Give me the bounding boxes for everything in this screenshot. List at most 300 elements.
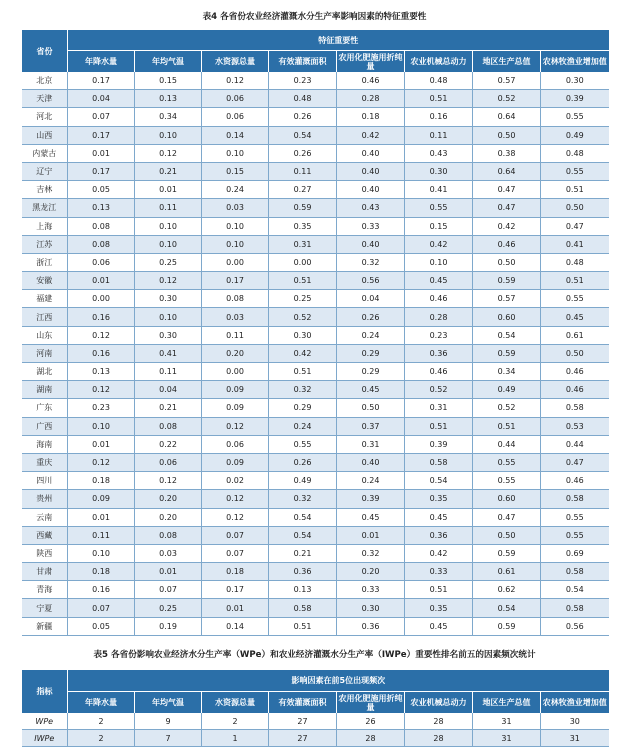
table-row xyxy=(22,563,609,581)
table-cell: 0.59 xyxy=(269,199,337,217)
table-cell: 0.46 xyxy=(405,290,473,308)
table-cell: 0.32 xyxy=(269,381,337,399)
table-cell: 28 xyxy=(337,730,405,747)
table-cell: 0.30 xyxy=(135,326,202,344)
table-cell: 0.18 xyxy=(68,472,135,490)
table-cell: 0.48 xyxy=(269,90,337,108)
table-row xyxy=(22,126,609,144)
table-cell: 0.42 xyxy=(405,544,473,562)
table-cell: 0.00 xyxy=(202,253,269,271)
table-cell: 0.46 xyxy=(405,363,473,381)
group-header: 影响因素在前5位出现频次 xyxy=(68,670,609,692)
table-row xyxy=(22,272,609,290)
table-cell: 0.42 xyxy=(269,344,337,362)
table-row xyxy=(22,308,609,326)
table-row xyxy=(22,713,609,730)
table-cell: 2 xyxy=(202,713,269,730)
table-cell: 0.45 xyxy=(337,381,405,399)
table-cell: 0.35 xyxy=(405,490,473,508)
table-cell: 0.04 xyxy=(337,290,405,308)
table-cell: 0.29 xyxy=(337,344,405,362)
table-cell: 2 xyxy=(68,730,135,747)
table-cell: 0.08 xyxy=(135,526,202,544)
row-label: 广东 xyxy=(22,399,68,417)
table-cell: 0.18 xyxy=(202,563,269,581)
table-row xyxy=(22,108,609,126)
table-cell: 0.51 xyxy=(405,581,473,599)
table-cell: 0.47 xyxy=(473,181,541,199)
table-cell: 0.44 xyxy=(541,435,609,453)
table-cell: 0.33 xyxy=(337,217,405,235)
table-cell: 0.35 xyxy=(405,599,473,617)
table-cell: 0.16 xyxy=(68,581,135,599)
table-row xyxy=(22,199,609,217)
table-cell: 0.36 xyxy=(405,526,473,544)
row-label: 天津 xyxy=(22,90,68,108)
table-cell: 0.14 xyxy=(202,126,269,144)
table-cell: 0.13 xyxy=(269,581,337,599)
table-cell: 0.24 xyxy=(202,181,269,199)
table5 xyxy=(21,669,609,747)
table-cell: 0.45 xyxy=(405,508,473,526)
table-row xyxy=(22,363,609,381)
table-cell: 0.48 xyxy=(541,253,609,271)
table-row xyxy=(22,144,609,162)
table-cell: 0.23 xyxy=(68,399,135,417)
table-cell: 0.20 xyxy=(135,508,202,526)
row-label: 甘肃 xyxy=(22,563,68,581)
table-cell: 0.51 xyxy=(473,417,541,435)
table-cell: 0.06 xyxy=(202,435,269,453)
table-cell: 0.01 xyxy=(135,181,202,199)
table-cell: 0.50 xyxy=(541,344,609,362)
table-cell: 0.24 xyxy=(337,326,405,344)
table-cell: 0.18 xyxy=(68,563,135,581)
table-cell: 0.26 xyxy=(269,453,337,471)
table-row xyxy=(22,472,609,490)
table-cell: 0.25 xyxy=(269,290,337,308)
row-label: 湖北 xyxy=(22,363,68,381)
table-cell: 0.58 xyxy=(541,599,609,617)
table-row xyxy=(22,381,609,399)
table-cell: 0.59 xyxy=(473,344,541,362)
table-cell: 0.05 xyxy=(68,617,135,635)
table-cell: 0.47 xyxy=(541,453,609,471)
table-cell: 0.21 xyxy=(135,399,202,417)
table-cell: 28 xyxy=(405,730,473,747)
table-row xyxy=(22,72,609,90)
table-cell: 0.57 xyxy=(473,290,541,308)
table-cell: 0.60 xyxy=(473,308,541,326)
table-cell: 0.11 xyxy=(135,199,202,217)
table-cell: 0.12 xyxy=(135,144,202,162)
table-cell: 0.62 xyxy=(473,581,541,599)
table-cell: 0.09 xyxy=(202,381,269,399)
table-cell: 0.10 xyxy=(202,144,269,162)
table4 xyxy=(21,29,609,636)
table-cell: 0.55 xyxy=(541,508,609,526)
row-label: 黑龙江 xyxy=(22,199,68,217)
table-cell: 0.46 xyxy=(541,472,609,490)
table-cell: 0.11 xyxy=(405,126,473,144)
table-cell: 0.04 xyxy=(68,90,135,108)
row-label: 湖南 xyxy=(22,381,68,399)
table-cell: 0.55 xyxy=(541,162,609,180)
table-cell: 0.16 xyxy=(405,108,473,126)
table-row xyxy=(22,344,609,362)
table-row xyxy=(22,508,609,526)
table-cell: 0.07 xyxy=(68,599,135,617)
column-header: 水资源总量 xyxy=(202,51,269,73)
table-row xyxy=(22,599,609,617)
table-cell: 0.29 xyxy=(337,363,405,381)
table-cell: 0.11 xyxy=(68,526,135,544)
row-label: 陕西 xyxy=(22,544,68,562)
column-header: 年降水量 xyxy=(68,51,135,73)
table-cell: 0.00 xyxy=(68,290,135,308)
table-cell: 0.18 xyxy=(337,108,405,126)
table-cell: 0.32 xyxy=(337,544,405,562)
table-cell: 0.17 xyxy=(68,126,135,144)
table-cell: 0.22 xyxy=(135,435,202,453)
table-cell: 0.10 xyxy=(68,544,135,562)
table-cell: 0.54 xyxy=(541,581,609,599)
row-label: 山西 xyxy=(22,126,68,144)
table-cell: 0.51 xyxy=(541,272,609,290)
table-cell: 0.54 xyxy=(269,126,337,144)
table-cell: 30 xyxy=(541,713,609,730)
table-cell: 0.44 xyxy=(473,435,541,453)
table-cell: 0.10 xyxy=(135,217,202,235)
column-header: 年均气温 xyxy=(135,51,202,73)
table-cell: 0.29 xyxy=(269,399,337,417)
table-cell: 0.59 xyxy=(473,617,541,635)
table-cell: 0.51 xyxy=(269,272,337,290)
table-cell: 0.16 xyxy=(68,308,135,326)
table-cell: 0.46 xyxy=(541,381,609,399)
table-cell: 0.30 xyxy=(337,599,405,617)
table-cell: 0.03 xyxy=(202,199,269,217)
table-cell: 0.10 xyxy=(68,417,135,435)
column-header: 农用化肥施用折纯量 xyxy=(338,693,403,712)
row-label: IWPe xyxy=(22,730,68,747)
table-cell: 0.10 xyxy=(202,217,269,235)
table-cell: 0.48 xyxy=(405,72,473,90)
group-header: 特征重要性 xyxy=(68,30,609,51)
table-cell: 0.26 xyxy=(269,144,337,162)
table-cell: 0.50 xyxy=(473,126,541,144)
table-cell: 0.41 xyxy=(135,344,202,362)
table-cell: 0.17 xyxy=(202,272,269,290)
table-cell: 0.04 xyxy=(135,381,202,399)
table-row xyxy=(22,181,609,199)
table-cell: 0.51 xyxy=(405,90,473,108)
table-cell: 0.58 xyxy=(405,453,473,471)
table-cell: 0.43 xyxy=(405,144,473,162)
table-cell: 0.55 xyxy=(473,472,541,490)
table-cell: 0.40 xyxy=(337,144,405,162)
table-cell: 0.52 xyxy=(405,381,473,399)
table-cell: 27 xyxy=(269,713,337,730)
table-cell: 7 xyxy=(135,730,202,747)
table-cell: 31 xyxy=(541,730,609,747)
table-cell: 0.55 xyxy=(541,526,609,544)
table-cell: 0.05 xyxy=(68,181,135,199)
table-cell: 0.15 xyxy=(202,162,269,180)
table-cell: 0.03 xyxy=(202,308,269,326)
table-cell: 0.20 xyxy=(135,490,202,508)
table-cell: 0.12 xyxy=(202,417,269,435)
table-cell: 0.20 xyxy=(202,344,269,362)
table-cell: 0.08 xyxy=(68,235,135,253)
table-cell: 0.32 xyxy=(337,253,405,271)
table-cell: 0.06 xyxy=(202,90,269,108)
table-cell: 0.42 xyxy=(337,126,405,144)
column-header: 农业机械总动力 xyxy=(405,692,473,714)
table-cell: 0.39 xyxy=(337,490,405,508)
table-row xyxy=(22,253,609,271)
row-label: 上海 xyxy=(22,217,68,235)
table-cell: 0.40 xyxy=(337,453,405,471)
table-cell: 0.25 xyxy=(135,253,202,271)
table-cell: 0.52 xyxy=(473,90,541,108)
table-cell: 0.48 xyxy=(541,144,609,162)
table-cell: 0.61 xyxy=(473,563,541,581)
table-cell: 0.52 xyxy=(473,399,541,417)
table-cell: 0.08 xyxy=(202,290,269,308)
table-cell: 0.50 xyxy=(473,253,541,271)
column-header: 地区生产总值 xyxy=(473,692,541,714)
table-cell: 0.30 xyxy=(269,326,337,344)
table-row xyxy=(22,581,609,599)
table-cell: 0.45 xyxy=(337,508,405,526)
table-cell: 0.64 xyxy=(473,162,541,180)
table-cell: 0.15 xyxy=(135,72,202,90)
table-cell: 0.10 xyxy=(135,235,202,253)
row-label: 宁夏 xyxy=(22,599,68,617)
table-cell: 0.10 xyxy=(135,308,202,326)
row-label: 山东 xyxy=(22,326,68,344)
table-cell: 0.54 xyxy=(473,599,541,617)
table-cell: 0.24 xyxy=(337,472,405,490)
table-cell: 0.50 xyxy=(541,199,609,217)
table-cell: 0.49 xyxy=(473,381,541,399)
table-cell: 0.07 xyxy=(68,108,135,126)
table-cell: 0.28 xyxy=(405,308,473,326)
table-cell: 0.56 xyxy=(541,617,609,635)
column-header: 有效灌溉面积 xyxy=(269,51,337,73)
table-cell: 0.36 xyxy=(269,563,337,581)
table-row xyxy=(22,399,609,417)
row-label: 安徽 xyxy=(22,272,68,290)
table-cell: 0.64 xyxy=(473,108,541,126)
table-cell: 31 xyxy=(473,730,541,747)
table-row xyxy=(22,453,609,471)
table-cell: 0.51 xyxy=(269,363,337,381)
table-cell: 0.31 xyxy=(269,235,337,253)
table-cell: 26 xyxy=(337,713,405,730)
table-row xyxy=(22,326,609,344)
row-label: 河南 xyxy=(22,344,68,362)
table-row xyxy=(22,162,609,180)
table-cell: 0.09 xyxy=(202,399,269,417)
row-label: 河北 xyxy=(22,108,68,126)
table-cell: 0.69 xyxy=(541,544,609,562)
row-label: 吉林 xyxy=(22,181,68,199)
column-header: 农业机械总动力 xyxy=(405,51,473,73)
table-row xyxy=(22,290,609,308)
row-label: 贵州 xyxy=(22,490,68,508)
table-cell: 0.11 xyxy=(135,363,202,381)
table-cell: 0.12 xyxy=(202,490,269,508)
table-cell: 0.19 xyxy=(135,617,202,635)
table-cell: 0.27 xyxy=(269,181,337,199)
table-cell: 1 xyxy=(202,730,269,747)
table-cell: 0.12 xyxy=(202,508,269,526)
row-label: 海南 xyxy=(22,435,68,453)
table-cell: 0.58 xyxy=(541,490,609,508)
table-cell: 0.12 xyxy=(135,472,202,490)
table-cell: 0.28 xyxy=(337,90,405,108)
table-cell: 28 xyxy=(405,713,473,730)
table-cell: 0.17 xyxy=(68,162,135,180)
table-cell: 0.12 xyxy=(68,326,135,344)
table-cell: 0.17 xyxy=(202,581,269,599)
table-cell: 0.36 xyxy=(405,344,473,362)
column-header: 农林牧渔业增加值 xyxy=(541,51,609,73)
table-cell: 0.50 xyxy=(473,526,541,544)
table-row xyxy=(22,490,609,508)
table-cell: 0.55 xyxy=(541,108,609,126)
table-cell: 0.54 xyxy=(269,526,337,544)
table-row xyxy=(22,544,609,562)
table-cell: 0.01 xyxy=(202,599,269,617)
table-cell: 0.51 xyxy=(541,181,609,199)
table-cell: 0.52 xyxy=(269,308,337,326)
row-label: 西藏 xyxy=(22,526,68,544)
table-cell: 0.30 xyxy=(405,162,473,180)
row-header: 省份 xyxy=(22,30,68,73)
table-cell: 0.55 xyxy=(405,199,473,217)
table-cell: 0.23 xyxy=(269,72,337,90)
table-cell: 0.42 xyxy=(473,217,541,235)
row-label: 云南 xyxy=(22,508,68,526)
row-label: 重庆 xyxy=(22,453,68,471)
table-cell: 0.33 xyxy=(337,581,405,599)
table-cell: 0.51 xyxy=(269,617,337,635)
table-cell: 0.40 xyxy=(337,162,405,180)
table-row xyxy=(22,435,609,453)
table-cell: 0.49 xyxy=(541,126,609,144)
column-header: 地区生产总值 xyxy=(473,51,541,73)
table-cell: 0.34 xyxy=(473,363,541,381)
table-cell: 2 xyxy=(68,713,135,730)
table-cell: 0.54 xyxy=(405,472,473,490)
table-cell: 0.13 xyxy=(135,90,202,108)
table-cell: 0.15 xyxy=(405,217,473,235)
table-cell: 0.47 xyxy=(473,508,541,526)
column-header: 年降水量 xyxy=(68,692,135,714)
table-cell: 0.12 xyxy=(135,272,202,290)
table-cell: 0.20 xyxy=(337,563,405,581)
table-cell: 0.41 xyxy=(541,235,609,253)
table-cell: 31 xyxy=(473,713,541,730)
column-header: 农用化肥施用折纯量 xyxy=(338,52,403,71)
table-cell: 0.17 xyxy=(68,72,135,90)
table-cell: 0.40 xyxy=(337,235,405,253)
table-cell: 0.55 xyxy=(269,435,337,453)
table-cell: 0.30 xyxy=(541,72,609,90)
table-row xyxy=(22,217,609,235)
table-cell: 0.50 xyxy=(337,399,405,417)
column-header: 水资源总量 xyxy=(202,692,269,714)
table-cell: 0.07 xyxy=(135,581,202,599)
table5-caption: 表5 各省份影响农业经济水分生产率（WPe）和农业经济灌溉水分生产率（IWPe）重要性排名前五的因素频次统计 xyxy=(93,650,536,660)
table-cell: 0.10 xyxy=(405,253,473,271)
table-cell: 0.21 xyxy=(269,544,337,562)
table-cell: 0.01 xyxy=(68,435,135,453)
table-cell: 0.25 xyxy=(135,599,202,617)
table-cell: 0.45 xyxy=(541,308,609,326)
table-cell: 0.34 xyxy=(135,108,202,126)
table-cell: 0.57 xyxy=(473,72,541,90)
table-cell: 0.09 xyxy=(68,490,135,508)
table-cell: 0.55 xyxy=(473,453,541,471)
table-cell: 0.30 xyxy=(135,290,202,308)
table-cell: 0.51 xyxy=(405,417,473,435)
table-cell: 0.01 xyxy=(135,563,202,581)
table-cell: 0.49 xyxy=(269,472,337,490)
table-cell: 0.26 xyxy=(269,108,337,126)
row-label: 浙江 xyxy=(22,253,68,271)
table-cell: 0.39 xyxy=(405,435,473,453)
table-cell: 0.58 xyxy=(541,399,609,417)
table-cell: 0.61 xyxy=(541,326,609,344)
table-row xyxy=(22,526,609,544)
table-cell: 0.24 xyxy=(269,417,337,435)
table-row xyxy=(22,730,609,747)
table-cell: 0.01 xyxy=(68,508,135,526)
table-cell: 0.31 xyxy=(405,399,473,417)
table-cell: 0.59 xyxy=(473,544,541,562)
table-cell: 0.55 xyxy=(541,290,609,308)
table-row xyxy=(22,235,609,253)
table-cell: 0.06 xyxy=(68,253,135,271)
table-cell: 0.33 xyxy=(405,563,473,581)
table-cell: 0.46 xyxy=(337,72,405,90)
table-cell: 0.38 xyxy=(473,144,541,162)
table-cell: 0.23 xyxy=(405,326,473,344)
table-cell: 0.02 xyxy=(202,472,269,490)
row-header: 指标 xyxy=(22,670,68,714)
table-cell: 0.47 xyxy=(541,217,609,235)
table-cell: 0.35 xyxy=(269,217,337,235)
table-cell: 0.26 xyxy=(337,308,405,326)
table4-caption: 表4 各省份农业经济灌溉水分生产率影响因素的特征重要性 xyxy=(202,12,427,22)
table-cell: 0.09 xyxy=(202,453,269,471)
table-cell: 0.58 xyxy=(541,563,609,581)
row-label: 福建 xyxy=(22,290,68,308)
table-cell: 9 xyxy=(135,713,202,730)
table-cell: 0.53 xyxy=(541,417,609,435)
table-cell: 0.59 xyxy=(473,272,541,290)
table-cell: 0.07 xyxy=(202,526,269,544)
row-label: 北京 xyxy=(22,72,68,90)
table-cell: 0.47 xyxy=(473,199,541,217)
row-label: 江苏 xyxy=(22,235,68,253)
table-cell: 0.12 xyxy=(202,72,269,90)
row-label: 青海 xyxy=(22,581,68,599)
